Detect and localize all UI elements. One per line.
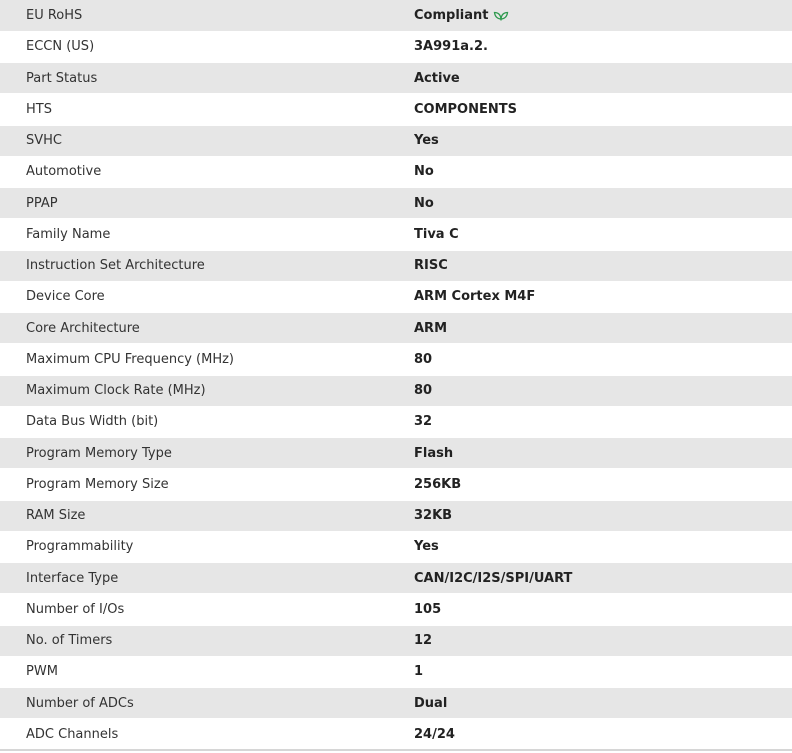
spec-label: Part Status xyxy=(0,63,414,94)
spec-value-cell xyxy=(414,531,792,562)
spec-label: Family Name xyxy=(0,219,414,250)
spec-label: Number of ADCs xyxy=(0,688,414,719)
spec-value-cell xyxy=(414,281,792,312)
spec-value-cell xyxy=(414,438,792,469)
spec-row xyxy=(0,719,792,750)
spec-row xyxy=(0,188,792,219)
spec-value-cell xyxy=(414,63,792,94)
spec-label: Data Bus Width (bit) xyxy=(0,406,414,437)
spec-value-cell xyxy=(414,375,792,406)
spec-label: PPAP xyxy=(0,188,414,219)
spec-label: SVHC xyxy=(0,125,414,156)
spec-value: 24/24 xyxy=(414,726,455,742)
spec-value-cell xyxy=(414,344,792,375)
spec-value-cell xyxy=(414,31,792,62)
spec-row xyxy=(0,594,792,625)
spec-label: EU RoHS xyxy=(0,0,414,31)
spec-value: Compliant xyxy=(414,7,489,23)
spec-label: HTS xyxy=(0,94,414,125)
spec-row xyxy=(0,688,792,719)
spec-value-cell xyxy=(414,625,792,656)
spec-value: Dual xyxy=(414,695,448,711)
spec-value: Flash xyxy=(414,445,454,461)
spec-value: Yes xyxy=(414,133,439,149)
spec-row xyxy=(0,344,792,375)
spec-value-cell xyxy=(414,250,792,281)
spec-value-cell xyxy=(414,219,792,250)
spec-value: COMPONENTS xyxy=(414,101,517,117)
spec-value: Active xyxy=(414,70,460,86)
spec-row xyxy=(0,31,792,62)
spec-row xyxy=(0,406,792,437)
spec-value-cell xyxy=(414,125,792,156)
spec-row xyxy=(0,438,792,469)
spec-value: No xyxy=(414,164,434,180)
spec-label: Instruction Set Architecture xyxy=(0,250,414,281)
spec-label: RAM Size xyxy=(0,500,414,531)
spec-row xyxy=(0,94,792,125)
spec-row xyxy=(0,563,792,594)
spec-label: Program Memory Size xyxy=(0,469,414,500)
spec-value-cell xyxy=(414,0,792,31)
spec-value: Tiva C xyxy=(414,226,459,242)
spec-row xyxy=(0,531,792,562)
spec-value-cell xyxy=(414,719,792,750)
spec-value-cell xyxy=(414,594,792,625)
spec-row xyxy=(0,250,792,281)
spec-row xyxy=(0,156,792,187)
spec-label: Maximum CPU Frequency (MHz) xyxy=(0,344,414,375)
spec-row xyxy=(0,0,792,31)
spec-label: Core Architecture xyxy=(0,313,414,344)
spec-value-cell xyxy=(414,469,792,500)
spec-value-cell xyxy=(414,313,792,344)
spec-value: 105 xyxy=(414,601,442,617)
spec-row xyxy=(0,281,792,312)
spec-value: ARM xyxy=(414,320,448,336)
spec-label: Program Memory Type xyxy=(0,438,414,469)
spec-value: 256KB xyxy=(414,476,462,492)
spec-value: 80 xyxy=(414,351,433,367)
spec-value: No xyxy=(414,195,434,211)
spec-value-cell xyxy=(414,500,792,531)
spec-label: Programmability xyxy=(0,531,414,562)
spec-value: ARM Cortex M4F xyxy=(414,289,536,305)
spec-row xyxy=(0,63,792,94)
spec-value: 1 xyxy=(414,664,424,680)
spec-label: Device Core xyxy=(0,281,414,312)
spec-row xyxy=(0,656,792,687)
spec-label: ECCN (US) xyxy=(0,31,414,62)
spec-value: 12 xyxy=(414,633,433,649)
spec-value: RISC xyxy=(414,258,448,274)
spec-value: 3A991a.2. xyxy=(414,39,488,55)
leaf-icon xyxy=(493,9,509,21)
spec-value: 32 xyxy=(414,414,433,430)
spec-value-cell xyxy=(414,656,792,687)
spec-label: Interface Type xyxy=(0,563,414,594)
spec-value-cell xyxy=(414,156,792,187)
spec-row xyxy=(0,219,792,250)
spec-row xyxy=(0,469,792,500)
spec-value-cell xyxy=(414,406,792,437)
spec-value-cell xyxy=(414,563,792,594)
spec-row xyxy=(0,625,792,656)
spec-value-cell xyxy=(414,688,792,719)
spec-value: CAN/I2C/I2S/SPI/UART xyxy=(414,570,573,586)
spec-value: 32KB xyxy=(414,508,453,524)
spec-row xyxy=(0,125,792,156)
spec-label: No. of Timers xyxy=(0,625,414,656)
spec-label: Number of I/Os xyxy=(0,594,414,625)
spec-label: Maximum Clock Rate (MHz) xyxy=(0,375,414,406)
spec-value-cell xyxy=(414,188,792,219)
spec-value: Yes xyxy=(414,539,439,555)
spec-label: ADC Channels xyxy=(0,719,414,750)
spec-value-cell xyxy=(414,94,792,125)
spec-label: PWM xyxy=(0,656,414,687)
spec-row xyxy=(0,313,792,344)
spec-value: 80 xyxy=(414,383,433,399)
spec-row xyxy=(0,375,792,406)
spec-row xyxy=(0,500,792,531)
spec-label: Automotive xyxy=(0,156,414,187)
